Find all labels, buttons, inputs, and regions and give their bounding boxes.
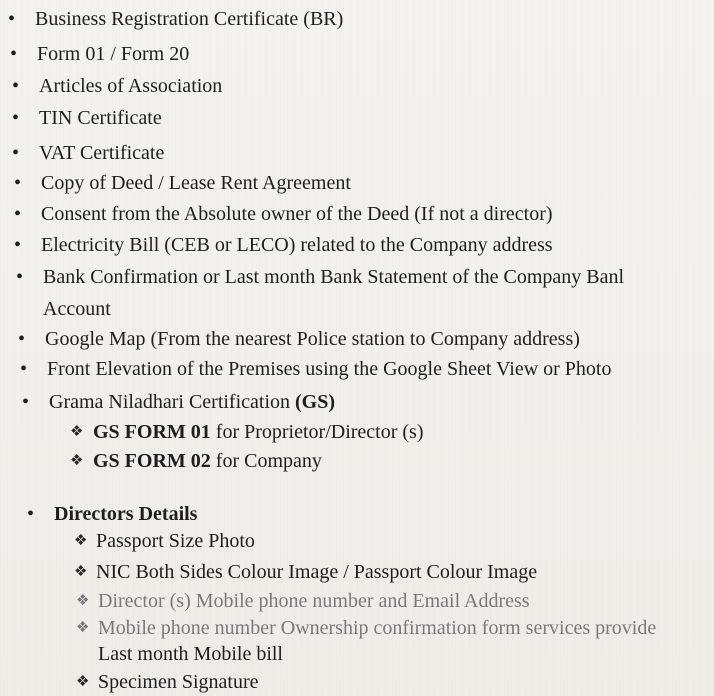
list-item-bank-continued: Account	[43, 298, 111, 320]
bullet-icon: •	[12, 75, 20, 97]
directors-sub-item: Mobile phone number Ownership confirmation form services provide	[98, 617, 657, 639]
gs-label-bold: (GS)	[295, 391, 336, 413]
list-item-electricity: Electricity Bill (CEB or LECO) related to the Company address	[41, 234, 553, 256]
bullet-icon: •	[8, 8, 16, 30]
gs-label: Grama Niladhari Certification	[49, 391, 296, 413]
directors-sub-item-continued: Last month Mobile bill	[98, 643, 283, 665]
directors-sub-item: Director (s) Mobile phone number and Email Address	[98, 590, 530, 612]
gs-form-desc: for Proprietor/Director (s)	[210, 421, 424, 443]
bullet-icon: •	[14, 234, 22, 256]
list-item-bank: Bank Confirmation or Last month Bank Statement of the Company Banl	[43, 266, 625, 288]
directors-sub-item: Specimen Signature	[98, 671, 259, 693]
gs-sub-item	[93, 450, 322, 472]
gs-sub-item	[93, 421, 424, 443]
diamond-icon: ❖	[74, 533, 88, 549]
gs-form-label: GS FORM 02	[93, 450, 211, 472]
diamond-icon: ❖	[70, 424, 84, 440]
list-item-google-map: Google Map (From the nearest Police station to Company address)	[45, 328, 580, 350]
list-item-tin: TIN Certificate	[39, 107, 162, 129]
bullet-icon: •	[16, 266, 24, 288]
bullet-icon: •	[18, 328, 26, 350]
bullet-icon: •	[27, 503, 35, 525]
bullet-icon: •	[14, 203, 22, 225]
list-item-articles: Articles of Association	[39, 75, 223, 97]
diamond-icon: ❖	[76, 620, 90, 636]
bullet-icon: •	[10, 43, 18, 65]
diamond-icon: ❖	[76, 674, 90, 690]
list-item-vat: VAT Certificate	[39, 142, 165, 164]
bullet-icon: •	[20, 358, 28, 380]
diamond-icon: ❖	[70, 453, 84, 469]
list-item-consent: Consent from the Absolute owner of the Deed (If not a director)	[41, 203, 553, 225]
directors-sub-item: Passport Size Photo	[96, 530, 255, 552]
bullet-icon: •	[12, 107, 20, 129]
list-item-form: Form 01 / Form 20	[37, 43, 190, 65]
gs-form-label: GS FORM 01	[93, 421, 211, 443]
list-item-deed: Copy of Deed / Lease Rent Agreement	[41, 172, 351, 194]
diamond-icon: ❖	[74, 564, 88, 580]
gs-form-desc: for Company	[210, 450, 322, 472]
list-item-br: Business Registration Certificate (BR)	[35, 8, 344, 30]
list-item-front-elevation: Front Elevation of the Premises using the Google Sheet View or Photo	[47, 358, 612, 380]
list-item-gs	[49, 391, 335, 413]
directors-sub-item: NIC Both Sides Colour Image / Passport Colour Image	[96, 561, 538, 583]
diamond-icon: ❖	[76, 593, 90, 609]
bullet-icon: •	[12, 142, 20, 164]
list-item-directors: Directors Details	[54, 503, 198, 525]
bullet-icon: •	[14, 172, 22, 194]
bullet-icon: •	[22, 391, 30, 413]
